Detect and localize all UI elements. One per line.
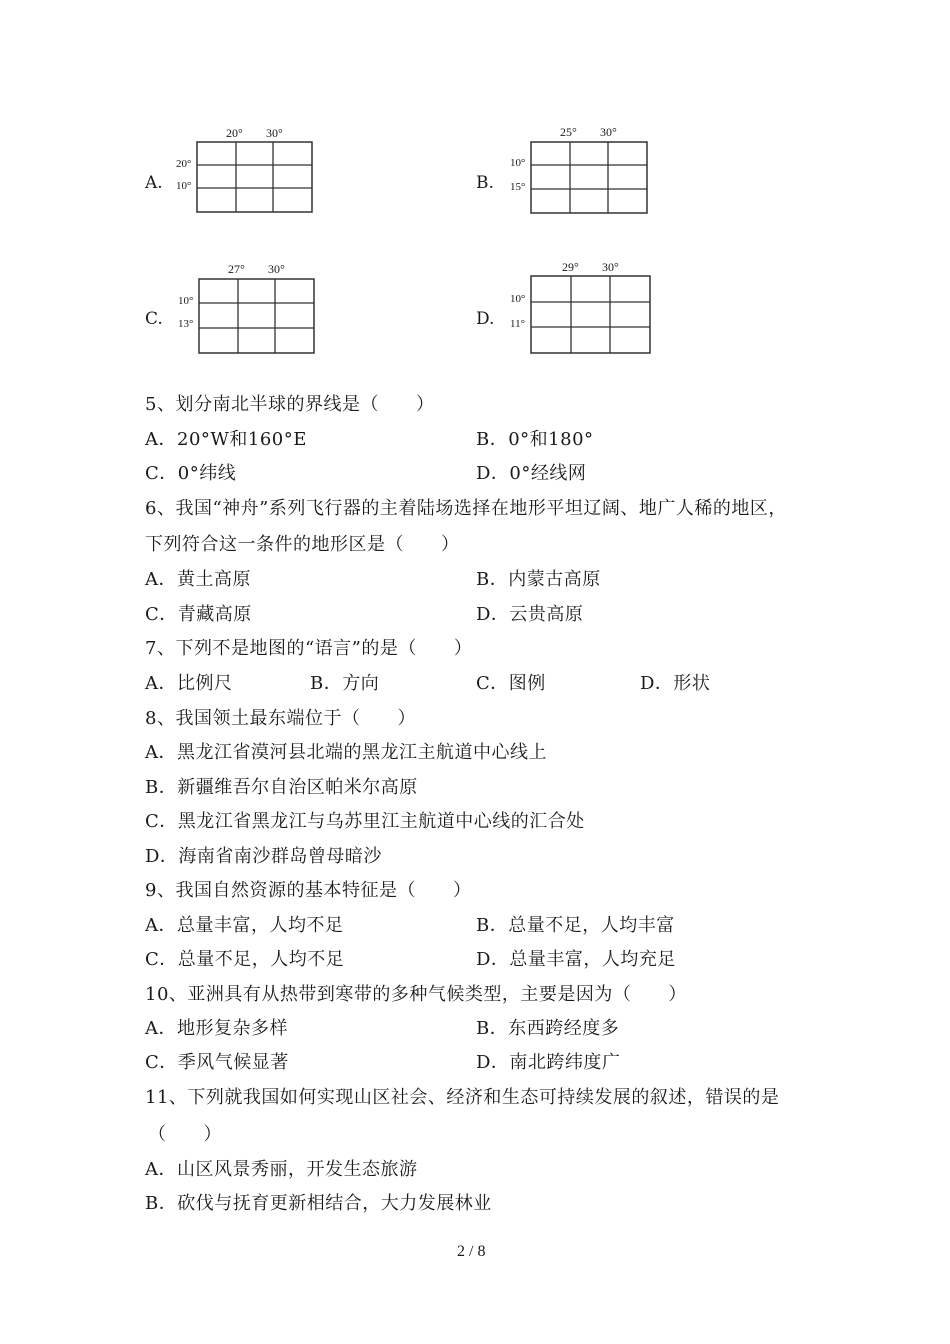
map-b-lat-label-2: 15° bbox=[510, 181, 526, 193]
question-8-option-d: D．海南省南沙群岛曾母暗沙 bbox=[145, 846, 382, 867]
map-b-lat-label-1: 10° bbox=[510, 157, 526, 169]
question-5-stem: 5、划分南北半球的界线是（ ） bbox=[145, 394, 435, 415]
question-6-option-c: C．青藏高原 bbox=[145, 604, 252, 625]
question-6-option-a: A．黄土高原 bbox=[145, 569, 251, 590]
question-11-option-b: B．砍伐与抚育更新相结合，大力发展林业 bbox=[145, 1193, 492, 1214]
map-d-lat-label-2: 11° bbox=[510, 318, 525, 330]
question-8-option-b: B．新疆维吾尔自治区帕米尔高原 bbox=[145, 777, 418, 798]
question-5-option-b: B．0°和180° bbox=[476, 429, 594, 450]
question-10-option-c: C．季风气候显著 bbox=[145, 1052, 289, 1073]
question-9-option-a: A．总量丰富，人均不足 bbox=[145, 915, 344, 936]
question-8-option-a: A．黑龙江省漠河县北端的黑龙江主航道中心线上 bbox=[145, 742, 547, 763]
question-5-option-a: A．20°W和160°E bbox=[145, 429, 307, 450]
map-a-lon-label-1: 20° bbox=[226, 126, 243, 140]
question-5-option-d: D．0°经线网 bbox=[476, 463, 587, 484]
question-10-option-a: A．地形复杂多样 bbox=[145, 1018, 288, 1039]
question-7-option-d: D．形状 bbox=[640, 673, 711, 694]
map-c-grid bbox=[198, 278, 315, 354]
question-6-option-b: B．内蒙古高原 bbox=[476, 569, 601, 590]
map-d-lon-label-1: 29° bbox=[562, 260, 579, 274]
map-option-a-label: A. bbox=[145, 173, 163, 193]
question-11-stem-line-1: 11、下列就我国如何实现山区社会、经济和生态可持续发展的叙述，错误的是 bbox=[145, 1087, 780, 1108]
question-7-stem: 7、下列不是地图的“语言”的是（ ） bbox=[145, 638, 473, 659]
question-9-option-d: D．总量丰富，人均充足 bbox=[476, 949, 676, 970]
question-5-option-c: C．0°纬线 bbox=[145, 463, 237, 484]
map-d-lat-label-1: 10° bbox=[510, 293, 526, 305]
question-11-stem-line-2: （ ） bbox=[148, 1124, 222, 1145]
map-c-lon-label-2: 30° bbox=[268, 262, 285, 276]
map-c-lat-label-2: 13° bbox=[178, 318, 194, 330]
map-d-lon-label-2: 30° bbox=[602, 260, 619, 274]
map-b-grid bbox=[530, 141, 648, 214]
question-10-option-d: D．南北跨纬度广 bbox=[476, 1052, 621, 1073]
map-a-lat-label-2: 10° bbox=[176, 180, 192, 192]
map-a-lat-label-1: 20° bbox=[176, 158, 192, 170]
question-9-stem: 9、我国自然资源的基本特征是（ ） bbox=[145, 880, 472, 901]
question-7-option-b: B．方向 bbox=[310, 673, 380, 694]
question-7-option-c: C．图例 bbox=[476, 673, 546, 694]
map-b-lon-label-1: 25° bbox=[560, 125, 577, 139]
map-d-grid bbox=[530, 275, 651, 354]
map-c-lon-label-1: 27° bbox=[228, 262, 245, 276]
map-b-lon-label-2: 30° bbox=[600, 125, 617, 139]
map-a-grid bbox=[196, 141, 313, 213]
question-6-option-d: D．云贵高原 bbox=[476, 604, 584, 625]
question-8-stem: 8、我国领土最东端位于（ ） bbox=[145, 708, 416, 729]
question-6-stem-line-2: 下列符合这一条件的地形区是（ ） bbox=[145, 534, 460, 555]
question-9-option-c: C．总量不足，人均不足 bbox=[145, 949, 345, 970]
question-10-option-b: B．东西跨经度多 bbox=[476, 1018, 620, 1039]
map-a-lon-label-2: 30° bbox=[266, 126, 283, 140]
map-option-c-label: C. bbox=[145, 309, 163, 329]
question-6-stem-line-1: 6、我国“神舟”系列飞行器的主着陆场选择在地形平坦辽阔、地广人稀的地区， bbox=[145, 498, 787, 519]
map-c-lat-label-1: 10° bbox=[178, 295, 194, 307]
question-8-option-c: C．黑龙江省黑龙江与乌苏里江主航道中心线的汇合处 bbox=[145, 811, 585, 832]
question-9-option-b: B．总量不足，人均丰富 bbox=[476, 915, 675, 936]
question-11-option-a: A．山区风景秀丽，开发生态旅游 bbox=[145, 1159, 418, 1180]
page-number: 2 / 8 bbox=[457, 1243, 486, 1260]
map-option-b-label: B. bbox=[476, 173, 494, 193]
question-10-stem: 10、亚洲具有从热带到寒带的多种气候类型，主要是因为（ ） bbox=[145, 984, 687, 1005]
question-7-option-a: A．比例尺 bbox=[145, 673, 233, 694]
map-option-d-label: D. bbox=[476, 309, 495, 329]
